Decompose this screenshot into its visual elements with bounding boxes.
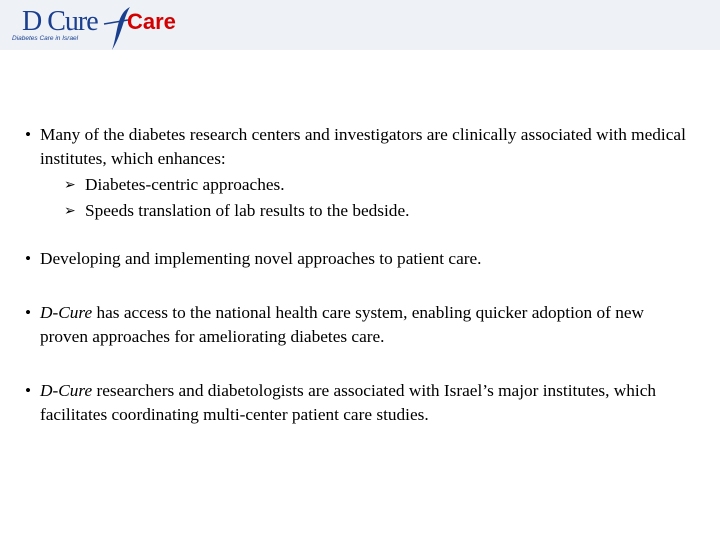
bullet-item-1 [25,123,695,171]
brand-name: D-Cure [40,303,93,322]
bullet-dot: • [25,381,32,400]
sub-bullet-item-1 [25,173,695,197]
sub-bullet-text: Speeds translation of lab results to the bedside. [85,201,410,220]
bullet-list [25,123,695,427]
sub-bullet-item-2 [25,199,695,223]
bullet-item-3 [25,301,695,349]
logo-wordmark: D Cure [22,6,98,37]
arrow-bullet-icon: ➢ [64,203,76,219]
dcure-logo [8,4,138,52]
sub-bullet-text: Diabetes-centric approaches. [85,175,285,194]
bullet-text: Many of the diabetes research centers and investigators are clinically associated with medical institutes, which enhances: [40,125,686,168]
bullet-dot: • [25,249,32,268]
bullet-dot: • [25,125,32,144]
bullet-text: researchers and diabetologists are associated with Israel’s major institutes, which facilitates coordinating multi-center patient care studies. [40,381,657,424]
bullet-text: Developing and implementing novel approaches to patient care. [40,249,482,268]
page-title: Care [127,9,176,34]
bullet-item-2 [25,247,695,271]
bullet-text: has access to the national health care system, enabling quicker adoption of new proven approaches for ameliorating diabetes care. [40,303,645,346]
bullet-dot: • [25,303,32,322]
arrow-bullet-icon: ➢ [64,177,76,193]
brand-name: D-Cure [40,381,93,400]
bullet-item-4 [25,379,695,427]
logo-tagline: Diabetes Care in Israel [12,35,79,42]
